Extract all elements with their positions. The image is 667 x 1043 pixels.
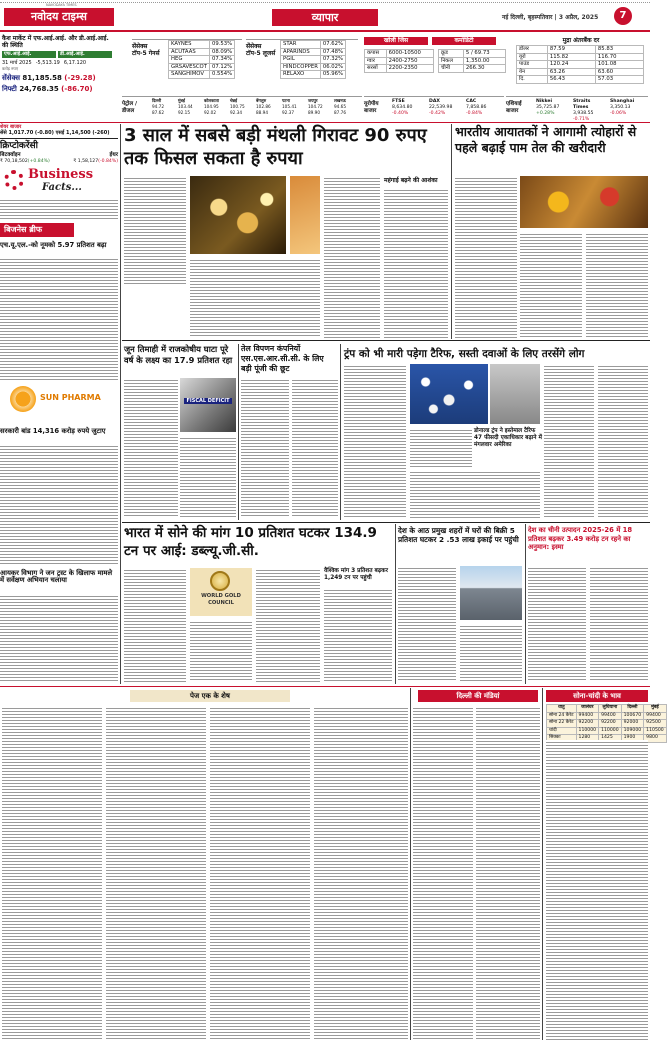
issue-date: नई दिल्ली, बृहस्पतिवार | 3 अप्रैल, 2025 [502,14,599,21]
fuel-col: लखनऊ 94.65 87.76 [334,98,346,115]
europe-col: FTSE 8,634.80 -0.40% [392,99,413,116]
unit-text: करोड़ रुपए [2,65,19,71]
fiscal-headline: जून तिमाही में राजकोषीय घाटा पूरे वर्ष के लक्ष्य का 17.9 प्रतिशत रहा [124,344,233,365]
currency-title: मुद्रा अंतरबैंक दर [562,37,600,44]
fuel-label: पेट्रोल / डीजल [122,101,137,114]
stocks-head: शेयर बाजार [0,124,22,130]
crypto-name: बिटक्वॉइन [0,151,21,158]
dii-value: 6,17.120 [63,59,87,66]
fuel-col: पटना 105.41 92.37 [282,98,297,115]
sensex-change: (-29.28) [64,73,96,82]
loser-row: PGIL 07.32% [281,56,346,64]
fuel-box [122,96,362,122]
left-sidebar [0,124,118,684]
currency-box [516,37,646,95]
tariff-subhead: डोनाल्ड ट्रंप ने इस्तेमाल टैरिफ 47 फीसदी एकाधिकार बढ़ाने में मंगलवार अमेरिका [474,428,542,449]
brief-head: बिजनेस ब्रीफ [0,223,74,237]
brief1-headline: एच.यू.एल.-को नूमको 5.97 प्रतिशत बढ़ा [0,241,107,249]
crypto-name: ईथर [109,151,118,158]
cog-icon [4,170,24,190]
loser-row: APARINDS 07.48% [281,48,346,56]
palm-oil-photo [520,176,648,228]
commodity-title: कमोडिटी [432,37,496,45]
business-facts-banner [0,166,118,196]
commodity-row: चीनी 266.30 [439,65,506,73]
fii-value: -5,513.19 [35,59,60,66]
bullion-row: सोना 22 कैरेट 92200 92200 92000 92500 [547,720,667,728]
europe-label: यूरोपीय बाजार [364,101,379,114]
fii-date: 31 मार्च 2025 [2,59,32,66]
fuel-col: कोलकाता 104.95 92.02 [204,98,219,115]
medicine-photo [410,364,488,424]
market-strip [0,33,650,123]
bullion-row: सोना 24 कैरेट 99400 99400 100670 99400 [547,712,667,720]
bottom-col1-head: पेज एक के शेष [130,690,290,702]
bottom-col3-head: सोना-चांदी के भाव [546,690,648,702]
fuel-col: जयपुर 104.72 89.90 [308,98,323,115]
crypto-head: क्रिप्टोकरेंसी [0,140,38,151]
paper-title: नवोदय टाइम्स [4,8,114,26]
sugar-headline: देश का चीनी उत्पादन 2025-26 में 18 प्रतिशत बढ़कर 3.49 करोड़ टन रहने का अनुमान: इस्मा [528,526,633,552]
asia-label: एशियाई बाजार [506,101,522,114]
sensex-label: सेंसेक्स [2,73,20,82]
brand-subtitle: Facts... [42,182,82,193]
loser-row: RELAXO 05.96% [281,71,346,79]
bullion-row: चांदी 110000 110000 109000 110500 [547,727,667,735]
section-name: व्यापार [272,9,378,26]
loser-row: HINDCOPPER 06.02% [281,63,346,71]
masthead-small: NAVODAYA TIMES [46,3,77,7]
dii-badge: डी.आई.आई. [58,51,112,57]
sensex-value: 81,185.58 [22,73,62,82]
currency-row: दि. 56.43 57.03 [517,76,644,84]
tariff-headline: ट्रंप को भी मारी पड़ेगा टैरिफ, सस्ती दवाओं के लिए तरसेंगे लोग [344,348,585,360]
spot-row: सरसों 2200-2350 [365,65,434,73]
gainers-label: सेंसेक्स टॉप-5 गेनर्स [132,43,160,57]
asia-col: Shanghai 3,350.13 -0.06% [610,99,635,116]
stock-line: सेंसे 1,017.70 (-0.80) एसई 1,14,500 (-260) [0,130,110,137]
page-number: 7 [614,7,632,25]
fii-badge: एफ.आई.आई. [2,51,56,57]
losers-label: सेंसेक्स टॉप-5 लूजर्स [246,43,276,57]
coins-photo [190,176,286,254]
gainer-row: SANGHIMOV 0.554% [169,71,235,79]
commodity-box [364,37,510,95]
losers-box [246,39,358,83]
currency-row: येन 63.26 63.60 [517,68,644,76]
bullion-row: सिक्का 1280 1425 1900 9800 [547,735,667,743]
masthead [0,0,650,32]
right-lead-headline: भारतीय आयातकों ने आगामी त्योहारों से पहले बढ़ाई पाम तेल की खरीदारी [455,124,637,155]
bullion-table: धातु जालंधर लुधियाना दिल्ली मुंबई सोना 24 कैरेट 99400 99400 100670 99400 सोना 22 कैरेट 92200 92200 92000 92500 चांदी 110000 110000 109000 110500 सिक्का 1280 1425 1900 9800 [546,704,667,743]
fuel-col: मुंबई 103.44 92.15 [178,98,193,115]
gainer-row: KAYNES 09.53% [169,41,235,49]
sun-pharma-logo: SUN PHARMA [2,384,116,422]
fiscal-photo: FISCAL DEFICIT [180,378,236,432]
asia-box [506,96,648,122]
loser-row: STAR 07.62% [281,41,346,49]
brief3-headline: आयकर विभाग ने जन ट्रस्ट के खिलाफ मामले में सर्वेक्षण अभियान चलाया [0,569,113,585]
trump-photo [490,364,540,424]
europe-col: DAX 22,539.98 -0.42% [429,99,453,116]
brand-title: Business [28,167,94,182]
europe-col: CAC 7,858.86 -0.84% [466,99,487,116]
spot-title: खोली जिंस [364,37,428,45]
fuel-col: चेन्नई 100.75 92.34 [230,98,245,115]
fuel-col: दिल्ली 94.72 87.62 [152,98,164,115]
spot-row: ग्वार 2400-2750 [365,57,434,65]
nifty-value: 24,768.35 [19,84,59,93]
subhead-lead: महंगाई बढ़ने की आशंका [384,177,438,184]
nifty-label: निफ्टी [2,84,17,93]
rupee-graph [290,176,320,254]
fuel-col: बेंगलुरु 102.86 88.94 [256,98,271,115]
commodity-row: निकल 1,350.00 [439,57,506,65]
asia-col: Straits Times 3,938.55 -0.71% [573,99,594,122]
brief2-headline: सरकारी बांड 14,316 करोड़ रुपये जुटाए [0,427,106,435]
spot-row: कपास 6000-10500 [365,50,434,58]
asia-col: Nikkei 35,725.87 +0.28% [536,99,560,116]
gainer-row: GRSAVESCOT 07.12% [169,63,235,71]
gainer-row: HEG 07.34% [169,56,235,64]
crypto-change: (-0.84%) [98,158,118,164]
commodity-row: क्रूड 5 / 69.73 [439,50,506,58]
omc-headline: तेल विपणन कंपनियों एस.एस.आर.सी.सी. के लिए बड़ी पूंजी की छूट [241,344,324,373]
globe-icon [210,571,230,591]
currency-row: पाउंड 120.24 101.08 [517,61,644,69]
bottom-col2-head: दिल्ली की मंडियां [418,690,538,702]
crypto-price: ₹ 1,58,127 [73,158,99,164]
sun-icon [10,386,36,412]
housing-headline: देश के आठ प्रमुख शहरों में घरों की बिक्री 5 प्रतिशत घटकर 2 .53 लाख इकाई पर पहुंची [398,526,519,545]
city-photo [460,566,522,620]
gainers-box [132,39,242,83]
gainer-row: ACUTAAS 08.09% [169,48,235,56]
nifty-change: (-86.70) [61,84,93,93]
gold-headline: भारत में सोने की मांग 10 प्रतिशत घटकर 134.9 टन पर आई: डब्ल्यू.जी.सी. [124,525,377,559]
fii-dii-headline: कैश मार्केट में एफ.आई.आई. और डी.आई.आई. की स्थिति [2,35,109,50]
wgc-logo: WORLD GOLD COUNCIL [190,568,252,616]
gold-subhead: वैश्विक मांग 3 प्रतिशत बढ़कर 1,249 टन पर पहुंची [324,568,388,582]
currency-row: डॉलर 87.59 85.83 [517,46,644,54]
currency-row: यूरो 115.82 116.70 [517,53,644,61]
crypto-change: (+0.84%) [27,158,50,164]
europe-box [364,96,504,122]
lead-headline: 3 साल में सबसे बड़ी मंथली गिरावट 90 रुपए तक फिसल सकता है रुपया [124,125,427,169]
crypto-price: ₹ 70,18,502 [0,158,28,164]
